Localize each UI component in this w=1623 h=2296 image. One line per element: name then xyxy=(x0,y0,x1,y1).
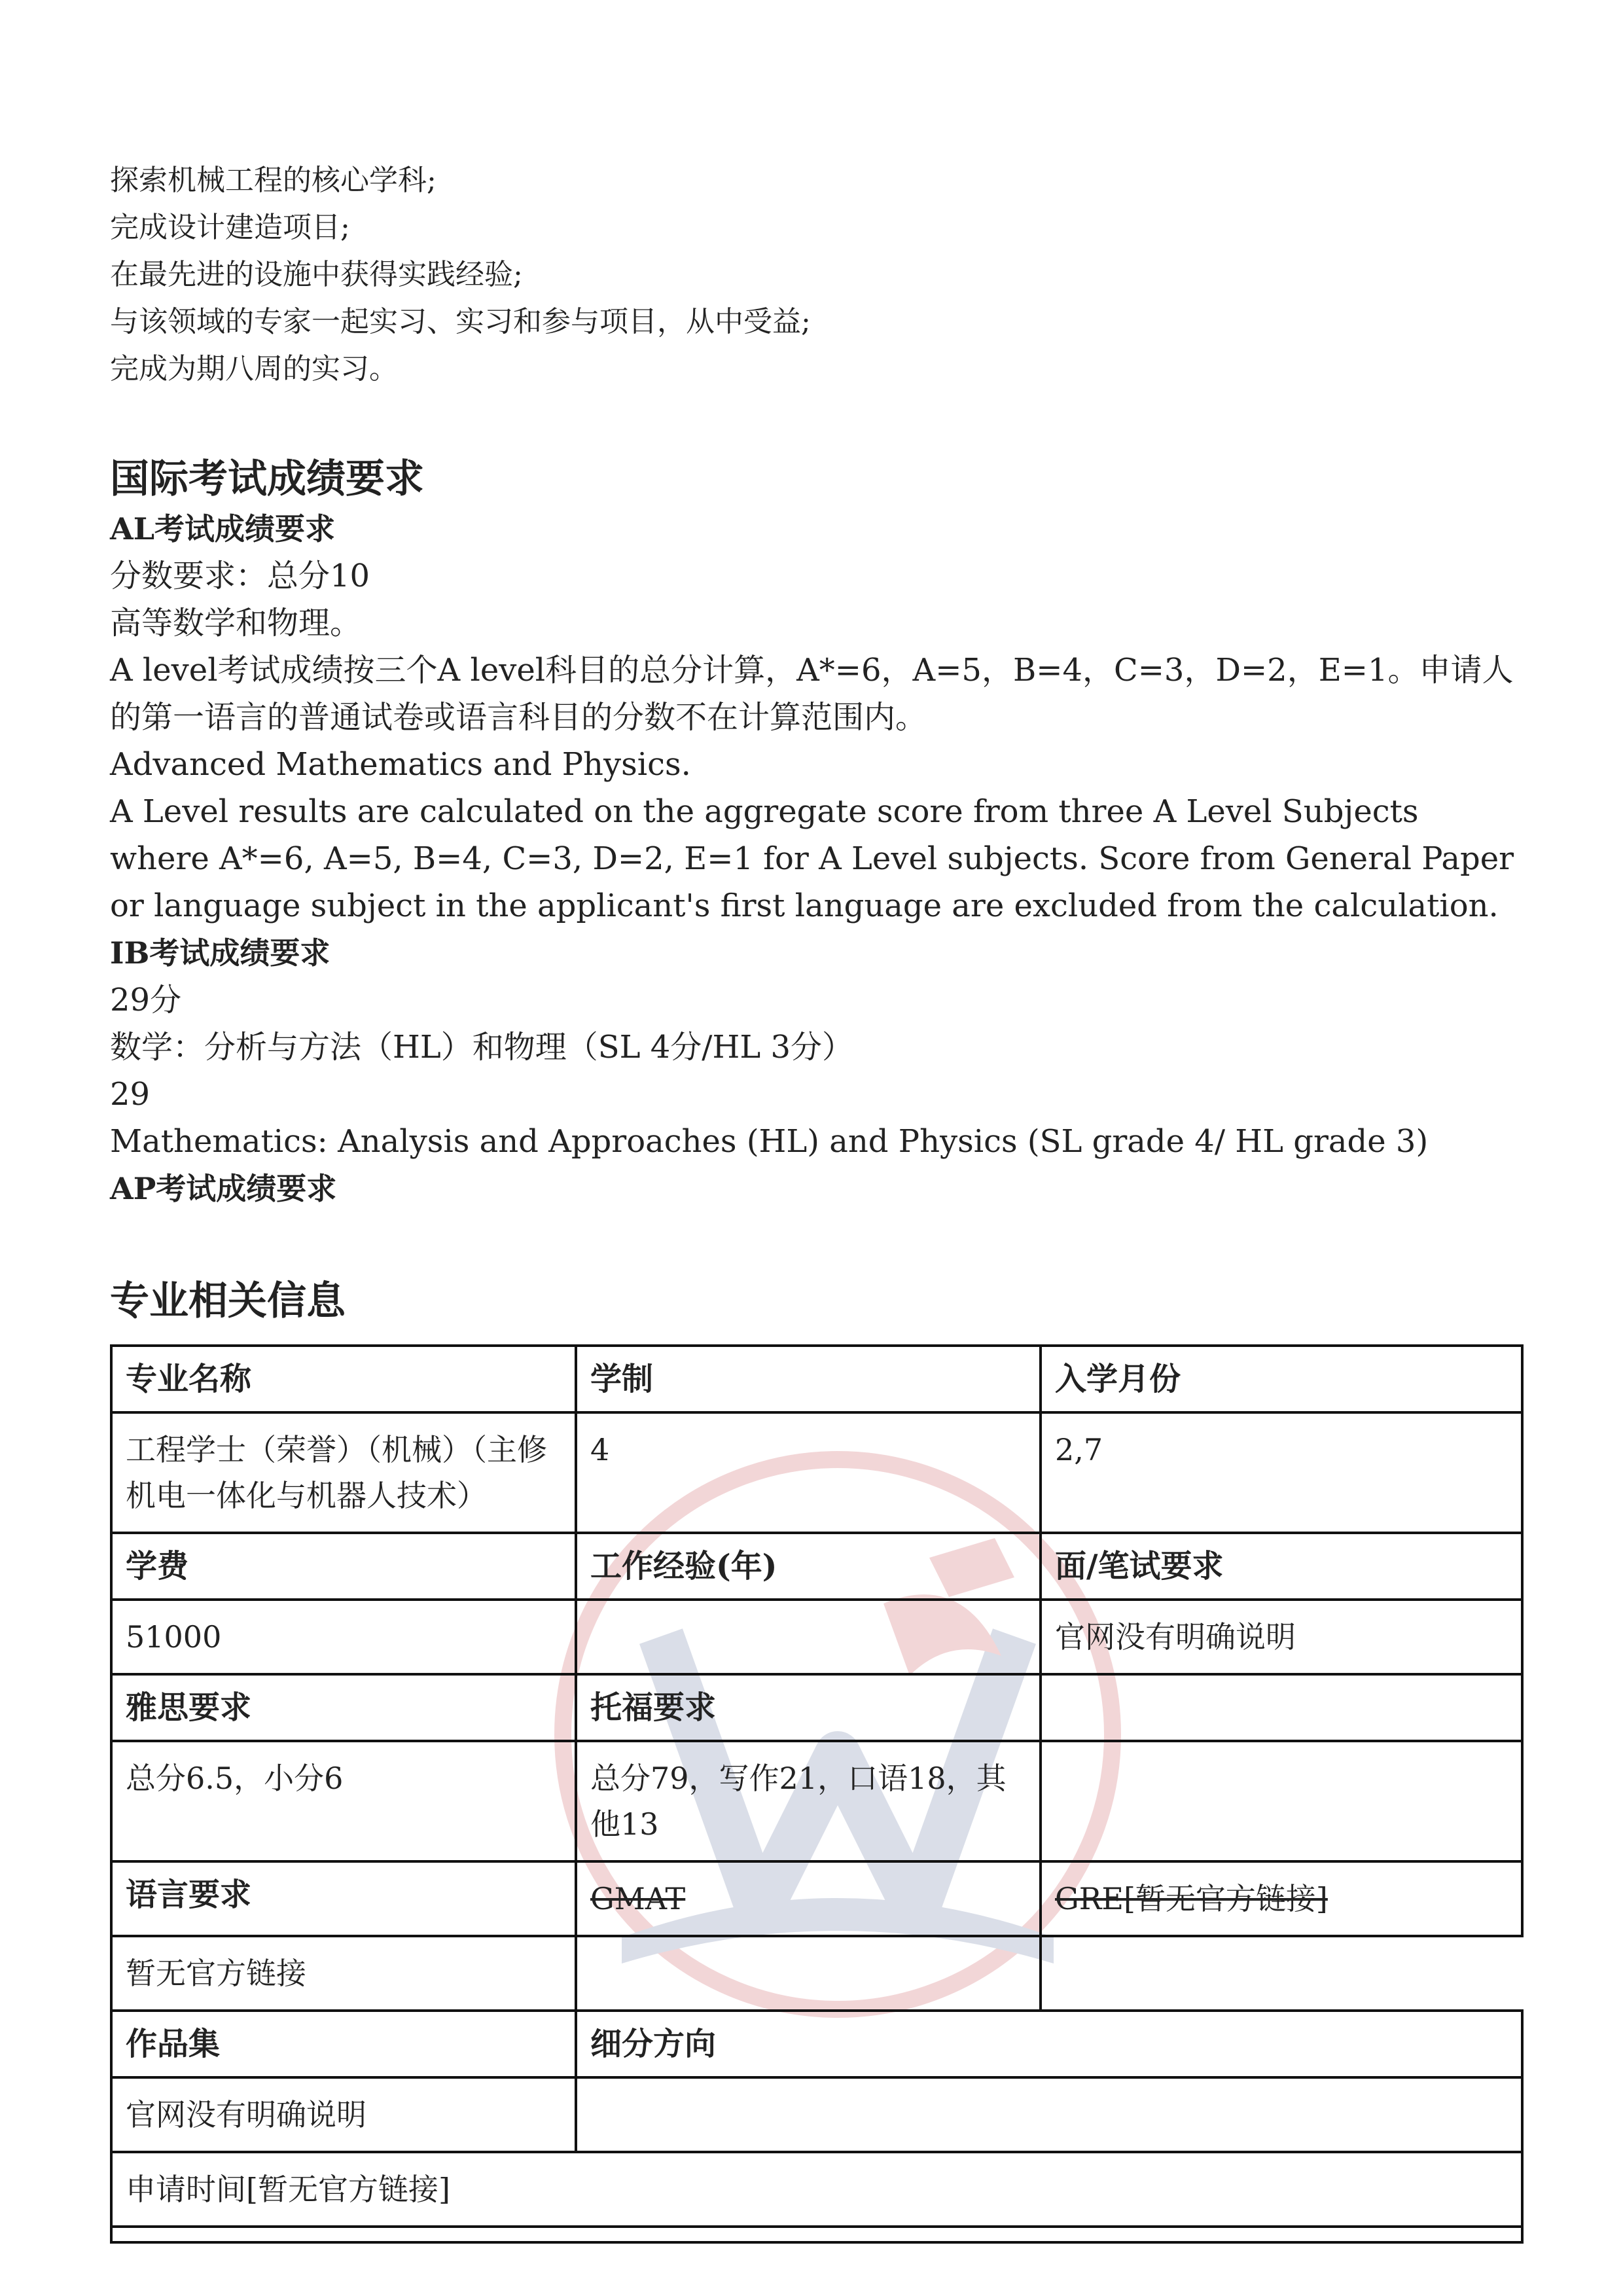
header-experience: 工作经验(年) xyxy=(576,1533,1041,1600)
header-duration: 学制 xyxy=(576,1346,1041,1412)
value-application-time: 申请时间[暂无官方链接] xyxy=(111,2152,1522,2227)
intro-item: 完成设计建造项目; xyxy=(110,211,350,244)
header-language: 语言要求 xyxy=(111,1861,576,1936)
ib-line: 29 xyxy=(110,1076,151,1113)
value-portfolio: 官网没有明确说明 xyxy=(111,2077,576,2152)
al-line: Advanced Mathematics and Physics. xyxy=(110,746,691,783)
value-major-name: 工程学士（荣誉）（机械）（主修机电一体化与机器人技术） xyxy=(111,1412,576,1533)
header-intake: 入学月份 xyxy=(1041,1346,1522,1412)
table-row xyxy=(111,2077,1522,2152)
value-intake: 2,7 xyxy=(1041,1412,1522,1533)
document-page xyxy=(110,157,1521,2244)
ib-title: IB考试成绩要求 xyxy=(110,935,330,971)
ib-line: 29分 xyxy=(110,982,182,1018)
scores-title: 国际考试成绩要求 xyxy=(110,456,424,502)
intro-item: 与该领域的专家一起实习、实习和参与项目，从中受益; xyxy=(110,305,811,338)
value-tuition: 51000 xyxy=(111,1600,576,1674)
table-row xyxy=(111,1861,1522,1936)
value-ielts: 总分6.5，小分6 xyxy=(111,1741,576,1861)
value-toefl: 总分79，写作21，口语18，其他13 xyxy=(576,1741,1041,1861)
value-interview: 官网没有明确说明 xyxy=(1041,1600,1522,1674)
header-interview: 面/笔试要求 xyxy=(1041,1533,1522,1600)
al-line: A level考试成绩按三个A level科目的总分计算，A*=6，A=5，B=4，C=3，D=2，E=1。申请人的第一语言的普通试卷或语言科目的分数不在计算范围内。 xyxy=(110,652,1514,736)
header-portfolio: 作品集 xyxy=(111,2011,576,2077)
table-row xyxy=(111,2152,1522,2227)
table-row xyxy=(111,1741,1522,1861)
ib-line: 数学：分析与方法（HL）和物理（SL 4分/HL 3分） xyxy=(110,1029,853,1066)
table-row xyxy=(111,1936,1522,2011)
table-row xyxy=(111,2227,1522,2242)
intro-item: 探索机械工程的核心学科; xyxy=(110,164,437,197)
table-row xyxy=(111,1674,1522,1741)
al-line: 分数要求：总分10 xyxy=(110,558,370,594)
ap-title: AP考试成绩要求 xyxy=(110,1171,337,1206)
value-experience xyxy=(576,1600,1041,1674)
table-row xyxy=(111,1533,1522,1600)
gre-label: GRE[暂无官方链接] xyxy=(1055,1881,1328,1916)
value-direction xyxy=(576,2077,1522,2152)
empty-cell xyxy=(1041,1741,1522,1861)
table-row xyxy=(111,1346,1522,1412)
value-language: 暂无官方链接 xyxy=(111,1936,576,2011)
header-tuition: 学费 xyxy=(111,1533,576,1600)
header-toefl: 托福要求 xyxy=(576,1674,1041,1741)
header-gmat xyxy=(576,1861,1041,1936)
empty-cell xyxy=(576,1936,1041,2011)
al-title: AL考试成绩要求 xyxy=(110,511,336,547)
empty-cell xyxy=(1041,1936,1522,2011)
header-ielts: 雅思要求 xyxy=(111,1674,576,1741)
al-line: A Level results are calculated on the aggregate score from three A Level Subjects where A*=6, A=5, B=4, C=3, D=2, E=1 for A Level subjects. Score from General Paper or language subject in the applicant's first language are excluded from the calculation. xyxy=(110,793,1514,924)
ib-line: Mathematics: Analysis and Approaches (HL) and Physics (SL grade 4/ HL grade 3) xyxy=(110,1123,1429,1160)
gmat-label: GMAT xyxy=(590,1881,686,1916)
al-line: 高等数学和物理。 xyxy=(110,605,362,641)
intro-item: 完成为期八周的实习。 xyxy=(110,352,398,386)
major-title: 专业相关信息 xyxy=(110,1278,346,1324)
empty-cell xyxy=(1041,1674,1522,1741)
header-major-name: 专业名称 xyxy=(111,1346,576,1412)
header-direction: 细分方向 xyxy=(576,2011,1522,2077)
header-gre xyxy=(1041,1861,1522,1936)
major-info-table xyxy=(110,1344,1524,2244)
table-row xyxy=(111,2011,1522,2077)
table-row xyxy=(111,1600,1522,1674)
scores-section xyxy=(110,453,1521,1212)
value-duration: 4 xyxy=(576,1412,1041,1533)
major-section xyxy=(110,1275,1521,2244)
intro-list xyxy=(110,157,1521,393)
table-row xyxy=(111,1412,1522,1533)
empty-cell xyxy=(111,2227,1522,2242)
intro-item: 在最先进的设施中获得实践经验; xyxy=(110,258,523,291)
